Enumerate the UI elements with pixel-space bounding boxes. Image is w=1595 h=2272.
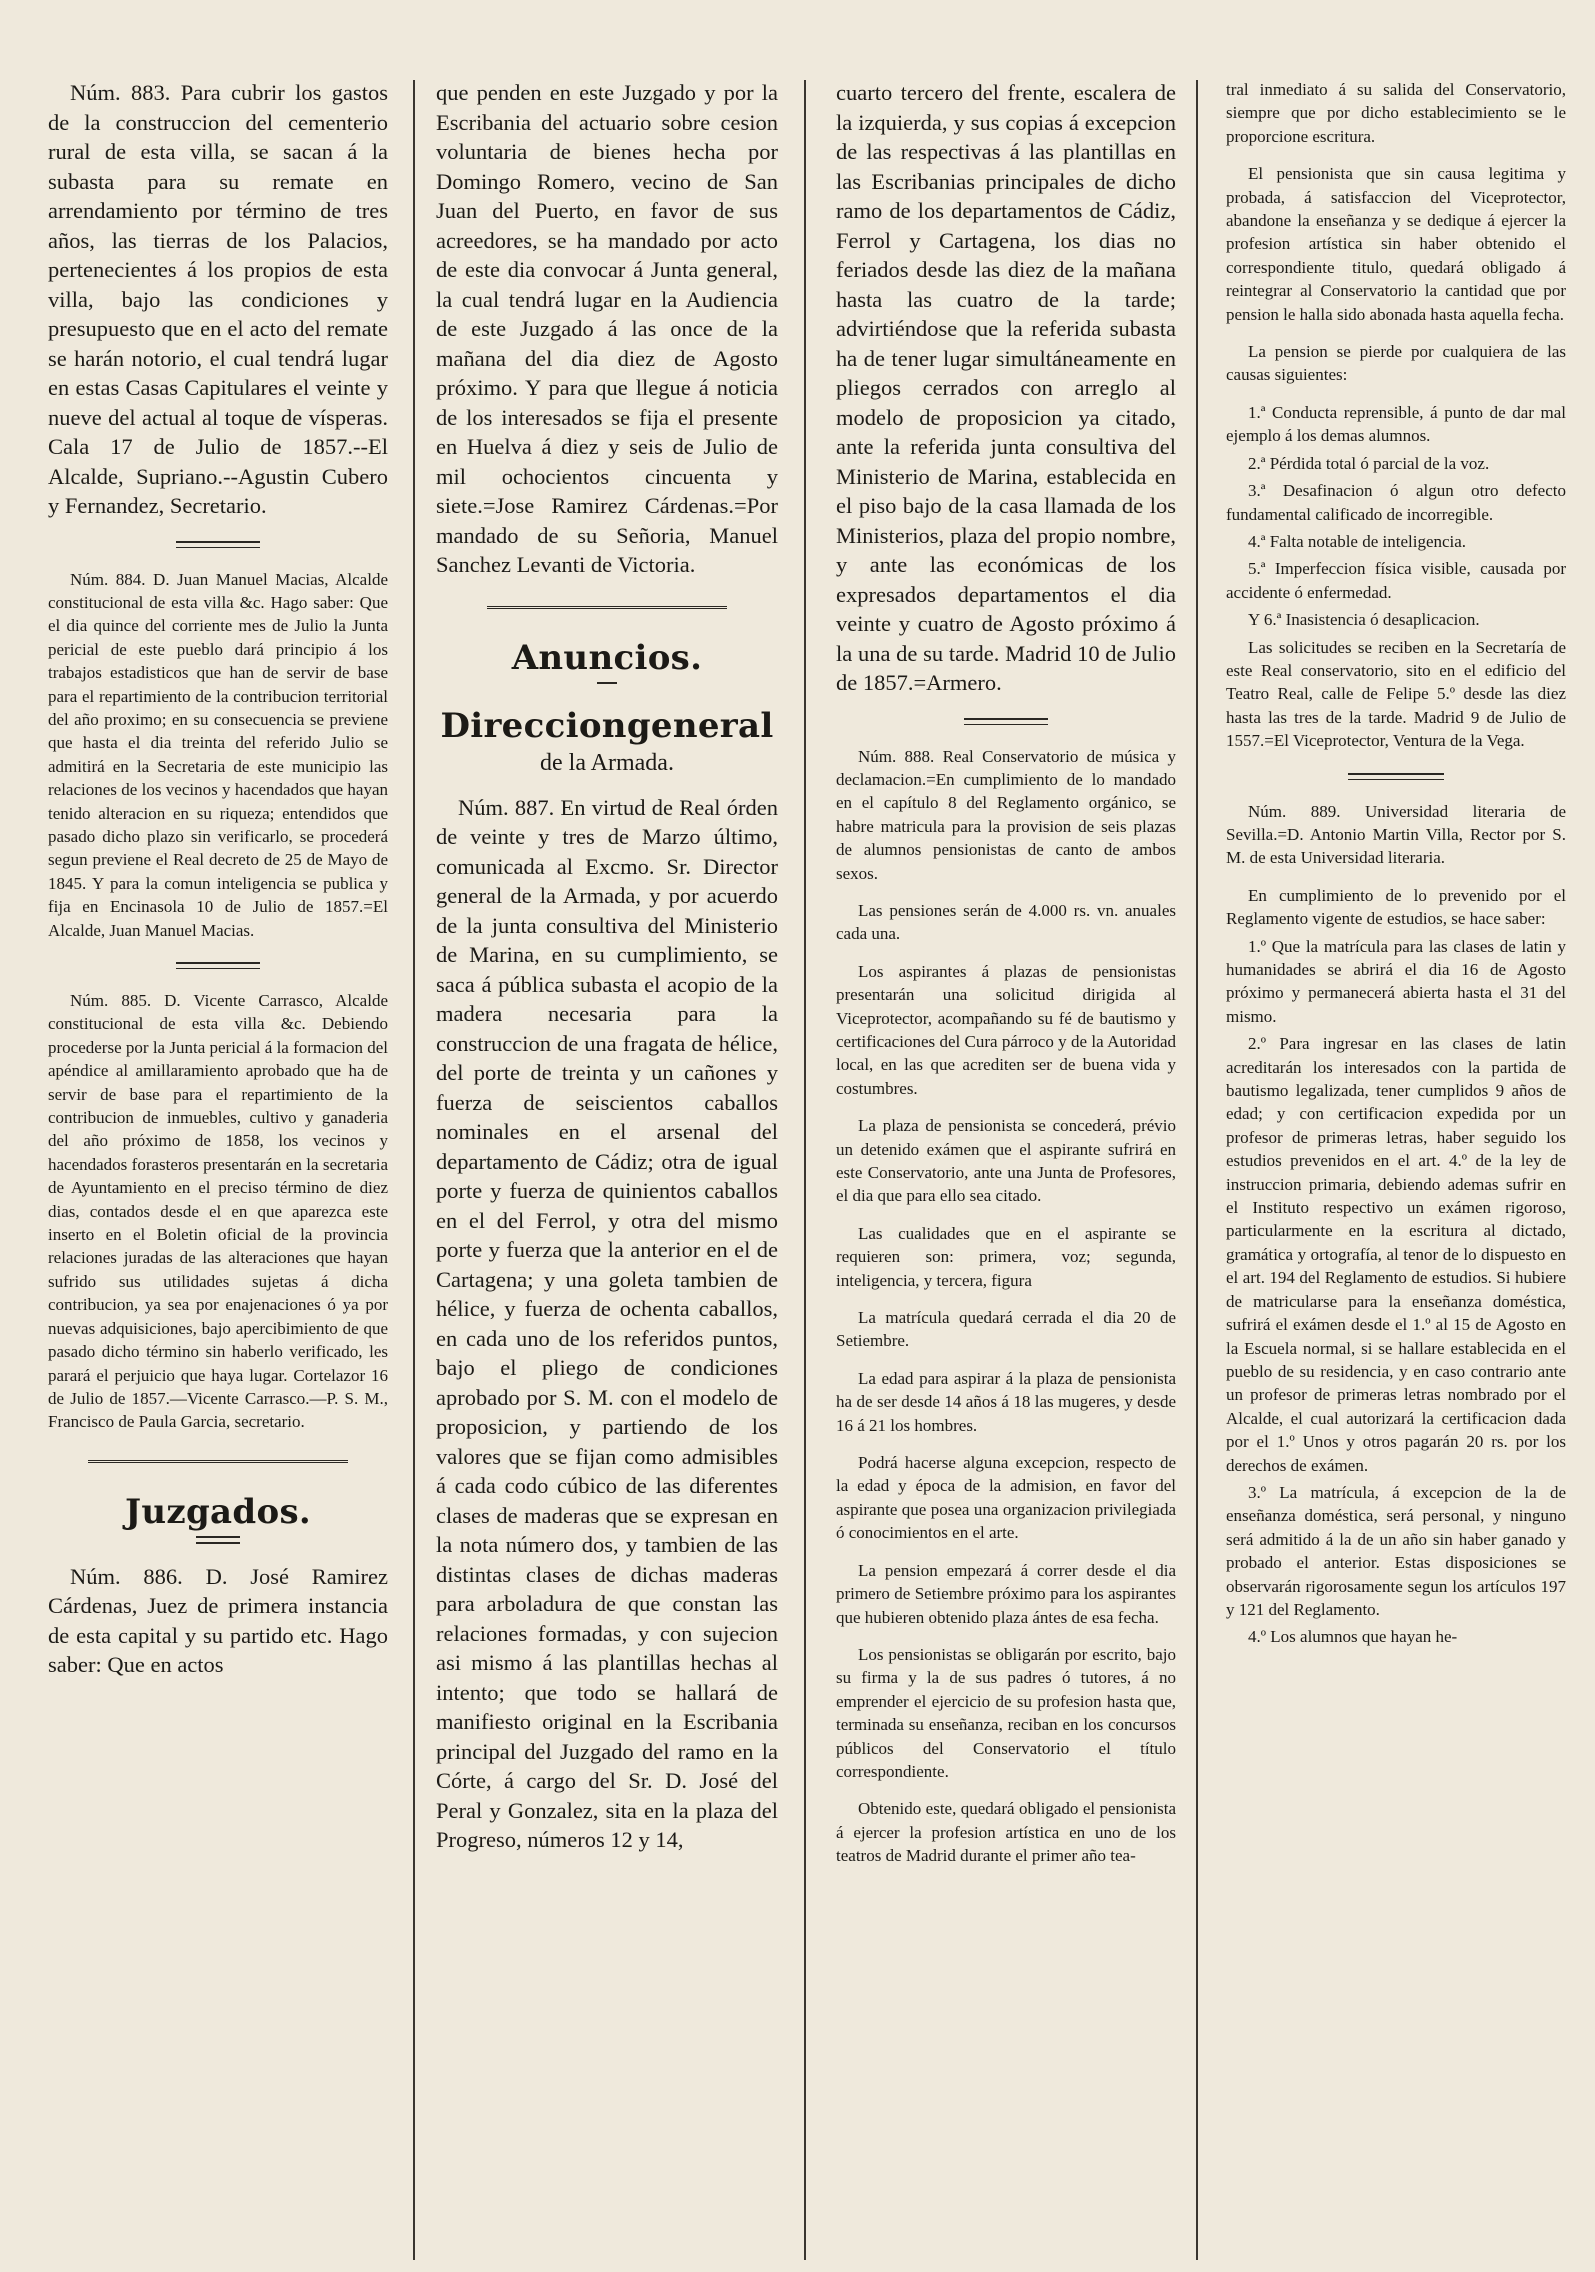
notice-888-continued: tral inmediato á su salida del Conservatorio, siempre que por dicho establecimiento se le proporcione escritura. [1226,80,1566,146]
notice-888-closing: Las solicitudes se reciben en la Secretaría de este Real conservatorio, sito en el edificio del Teatro Real, calle de Felipe 5.º desde las diez hasta las tres de la tarde. Madrid 9 de Julio de 1557.=El Viceprotector, Ventura de la Vega. [1226,637,1566,751]
notice-885: Núm. 885. D. Vicente Carrasco, Alcalde constitucional de esta villa &c. Debiendo procederse por la Junta pericial á la formacion del apéndice al amillaramiento aprobado que ha de servir de base para el repartimiento de la contribucion de inmuebles, cultivo y ganaderia del año próximo de 1858, los vecinos y hacendados forasteros presentarán en la secretaria de Ayuntamiento en el preciso término de diez dias, contados desde el en que aparezca este inserto en el Boletin oficial de la provincia relaciones juradas de las alteraciones que hayan sufrido sus utilidades sujetas á dicha contribucion, ya sea por enajenaciones ó ya por nuevas adquisiciones, bajo apercibimiento de que pasado dicho término sin haberlo verificado, les parará el perjuicio que haya lugar. Cortelazor 16 de Julio de 1857.—Vicente Carrasco.—P. S. M., Francisco de Paula Garcia, secretario. [48,991,388,1432]
notice-888-p1: Las pensiones serán de 4.000 rs. vn. anuales cada una. [836,900,1176,944]
notice-888-p9: Los pensionistas se obligarán por escrito, bajo su firma y la de sus padres ó tutores, á no emprender el ejercicio de su profesion hasta que, terminada su enseñanza, reciban en los concursos públicos del Conservatorio el título correspondiente. [836,1644,1176,1781]
notice-886: Núm. 886. D. José Ramirez Cárdenas, Juez de primera instancia de esta capital y su partido etc. Hago saber: Que en actos [48,1563,388,1678]
separator [176,962,260,969]
separator [176,541,260,548]
notice-888-cause-1: 1.ª Conducta reprensible, á punto de dar mal ejemplo á los demas alumnos. [1226,402,1566,446]
column-1 [48,78,388,1694]
notice-888-cause-6: Y 6.ª Inasistencia ó desaplicacion. [1248,610,1480,630]
notice-888-p10: Obtenido este, quedará obligado el pensionista á ejercer la profesion artística en uno de los teatros de Madrid durante el primer año tea- [836,1799,1176,1866]
section-title-juzgados: Juzgados. [124,1491,312,1532]
notice-888-p3: La plaza de pensionista se concederá, prévio un detenido exámen que el aspirante sufrirá en este Conservatorio, ante una Junta de Profesores, el dia que para ello sea citado. [836,1116,1176,1206]
notice-888-intro: Núm. 888. Real Conservatorio de música y declamacion.=En cumplimiento de lo mandado en el capítulo 8 del Reglamento orgánico, se habre matricula para la provision de seis plazas de alumnos pensionistas de canto de ambos sexos. [836,746,1176,883]
notice-888-cause-5: 5.ª Imperfeccion física visible, causada por accidente ó enfermedad. [1226,559,1566,602]
title-rule [196,1536,240,1544]
section-title-direccion: Direcciongeneral [440,705,774,746]
notice-888-cause-4: 4.ª Falta notable de inteligencia. [1248,531,1467,551]
separator [487,606,727,612]
notice-889-p1: En cumplimiento de lo prevenido por el Reglamento vigente de estudios, se hace saber: [1226,885,1566,929]
column-2 [436,78,778,1869]
column-divider [413,80,415,2260]
separator [88,1460,348,1466]
notice-888-cause-3: 3.ª Desafinacion ó algun otro defecto fundamental calificado de incorregible. [1226,481,1566,524]
notice-884: Núm. 884. D. Juan Manuel Macias, Alcalde constitucional de esta villa &c. Hago saber: Que el dia quince del corriente mes de Julio la Junta pericial de este pueblo dará principio á los trabajos estadisticos que han de servir de base para el repartimiento de la contribucion territorial del año proximo; en su consecuencia se previene que hasta el dia treinta del referido Julio se admitirá en la Secretaria de este municipio las relaciones de los vecinos y hacendados que hayan tenido alteracion en su riqueza; entendidos que pasado dicho plazo sin verificarlo, se procederá segun previene el Real decreto de 25 de Mayo de 1845. Y para la comun inteligencia se publica y fija en Encinasola 10 de Julio de 1857.=El Alcalde, Juan Manuel Macias. [48,569,388,940]
notice-887-continued: cuarto tercero del frente, escalera de la izquierda, y sus copias á excepcion de las respectivas á las plantillas en las Escribanias principales de dicho ramo de los departamentos de Cádiz, Ferrol y Cartagena, los dias no feriados desde las diez de la mañana hasta las cuatro de la tarde; advirtiéndose que la referida subasta ha de tener lugar simultáneamente en pliegos cerrados con arreglo al modelo de proposicion ya citado, ante la referida junta consultiva del Ministerio de Marina, establecida en el piso bajo de la casa llamada de los Ministerios, plaza del propio nombre, y ante las económicas de los expresados departamentos el dia veinte y cuatro de Agosto próximo á la una de su tarde. Madrid 10 de Julio de 1857.=Armero. [836,80,1176,695]
notice-888-p8: La pension empezará á correr desde el dia primero de Setiembre próximo para los aspirantes que hubieren obtenido plaza ántes de esa fecha. [836,1560,1176,1627]
notice-887: Núm. 887. En virtud de Real órden de veinte y tres de Marzo último, comunicada al Excmo. Sr. Director general de la Armada, y por acuerdo de la junta consultiva del Ministerio de Marina, en su cumplimiento, se saca á pública subasta el acopio de la madera necesaria para la construccion de una fragata de hélice, del porte de treinta y un cañones y fuerza de seiscientos caballos nominales en el arsenal del departamento de Cádiz; otra de igual porte y fuerza de quinientos caballos en el del Ferrol, y otra del mismo porte y fuerza que la anterior en el de Cartagena; y una goleta tambien de hélice, y fuerza de ochenta caballos, en cada uno de los referidos puntos, bajo el pliego de condiciones aprobado por S. M. con el modelo de proposicion, y partiendo de los valores que se fijan como admisibles á cada codo cúbico de las diferentes clases de maderas que se expresan en la nota número dos, y tambien de las distintas clases de dichas maderas para arboladura de que constan las relaciones formadas, y con sujecion asi mismo á las plantillas hechas al intento; que todo se hallará de manifiesto original en la Escribania principal del Juzgado del ramo en la Córte, á cargo del Sr. D. José del Peral y Gonzalez, sita en la plaza del Progreso, números 12 y 14, [436,794,778,1852]
notice-888-p7: Podrá hacerse alguna excepcion, respecto de la edad y época de la admision, en favor del aspirante que posea una organizacion privilegiada ó conocimientos en el arte. [836,1453,1176,1543]
notice-888-p6: La edad para aspirar á la plaza de pensionista ha de ser desde 14 años á 18 las mugeres, y desde 16 á 21 los hombres. [836,1368,1176,1435]
notice-889-intro: Núm. 889. Universidad literaria de Sevilla.=D. Antonio Martin Villa, Rector por S. M. de esta Universidad literaria. [1226,801,1566,868]
notice-889-item-4: 4.º Los alumnos que hayan he- [1248,1627,1458,1647]
column-divider [1196,80,1198,2260]
column-4 [1226,78,1566,1663]
separator [964,718,1048,725]
title-rule [597,682,617,684]
column-divider [804,80,806,2260]
notice-883: Núm. 883. Para cubrir los gastos de la construccion del cementerio rural de esta villa, se sacan á la subasta para su remate en arrendamiento por término de tres años, las tierras de los Palacios, pertenecientes á los propios de esta villa, bajo las condiciones y presupuesto que en el acto del remate se harán notorio, el cual tendrá lugar en estas Casas Capitulares el veinte y nueve del actual al toque de vísperas. Cala 17 de Julio de 1857.--El Alcalde, Supriano.--Agustin Cubero y Fernandez, Secretario. [48,80,388,518]
notice-888-p11: El pensionista que sin causa legitima y probada, á satisfaccion del Viceprotector, abandone la enseñanza y se dedique á ejercer la profesion artística sin haber obtenido el correspondiente titulo, quedará obligado á reintegrar al Conservatorio la cantidad que por pension le halla sido abonada hasta aquella fecha. [1226,164,1566,324]
notice-888-p2: Los aspirantes á plazas de pensionistas presentarán una solicitud dirigida al Viceprotector, acompañando su fé de bautismo y certificaciones del Cura párroco y de la Autoridad local, en las que acrediten ser de buena vida y costumbres. [836,961,1176,1098]
notice-888-p4: Las cualidades que en el aspirante se requieren son: primera, voz; segunda, inteligencia, y tercera, figura [836,1223,1176,1290]
separator [1348,773,1444,780]
notice-888-p12: La pension se pierde por cualquiera de las causas siguientes: [1226,342,1566,385]
section-title-anuncios: Anuncios. [511,637,703,678]
notice-888-p5: La matrícula quedará cerrada el dia 20 de Setiembre. [836,1308,1176,1351]
notice-889-item-3: 3.º La matrícula, á excepcion de la de enseñanza doméstica, será personal, y ninguno será admitido á la de un año sin haber ganado y probado el anterior. Estas disposiciones se observarán rigorosamente segun los artículos 197 y 121 del Reglamento. [1226,1482,1566,1619]
notice-888-cause-2: 2.ª Pérdida total ó parcial de la voz. [1248,453,1490,473]
notice-889-item-2: 2.º Para ingresar en las clases de latin acreditarán los interesados con la partida de bautismo legalizada, tener cumplidos 9 años de edad; y con certificacion expedida por un profesor de primeras letras, haber seguido los estudios prevenidos en el art. 4.º de la ley de instruccion primaria, debiendo ademas sufrir en el Instituto respectivo un exámen rigoroso, particularmente en la escritura al dictado, gramática y ortografía, al tenor de lo dispuesto en el art. 194 del Reglamento de estudios. Si hubiere de matricularse para la enseñanza doméstica, sufrirá el exámen desde el 1.º al 15 de Agosto en la Escuela normal, si se hallare establecida en el pueblo de su residencia, y en caso contrario ante un profesor de primeras letras nombrado por el Alcalde, el cual autorizará la certificacion dada por el 1.º Unos y otros pagarán 20 rs. por los derechos de exámen. [1226,1034,1566,1475]
column-3 [836,78,1176,1882]
notice-889-item-1: 1.º Que la matrícula para las clases de latin y humanidades se abrirá el dia 16 de Agosto próximo y permanecerá abierta hasta el 31 del mismo. [1226,936,1566,1026]
section-subtitle-armada: de la Armada. [540,749,674,776]
notice-886-continued: que penden en este Juzgado y por la Escribania del actuario sobre cesion voluntaria de bienes hecha por Domingo Romero, vecino de San Juan del Puerto, en favor de sus acreedores, se ha mandado por acto de este dia convocar á Junta general, la cual tendrá lugar en la Audiencia de este Juzgado á las once de la mañana del dia diez de Agosto próximo. Y para que llegue á noticia de los interesados se fija el presente en Huelva á diez y seis de Julio de mil ochocientos cincuenta y siete.=Jose Ramirez Cárdenas.=Por mandado de su Señoria, Manuel Sanchez Levanti de Victoria. [436,80,778,577]
